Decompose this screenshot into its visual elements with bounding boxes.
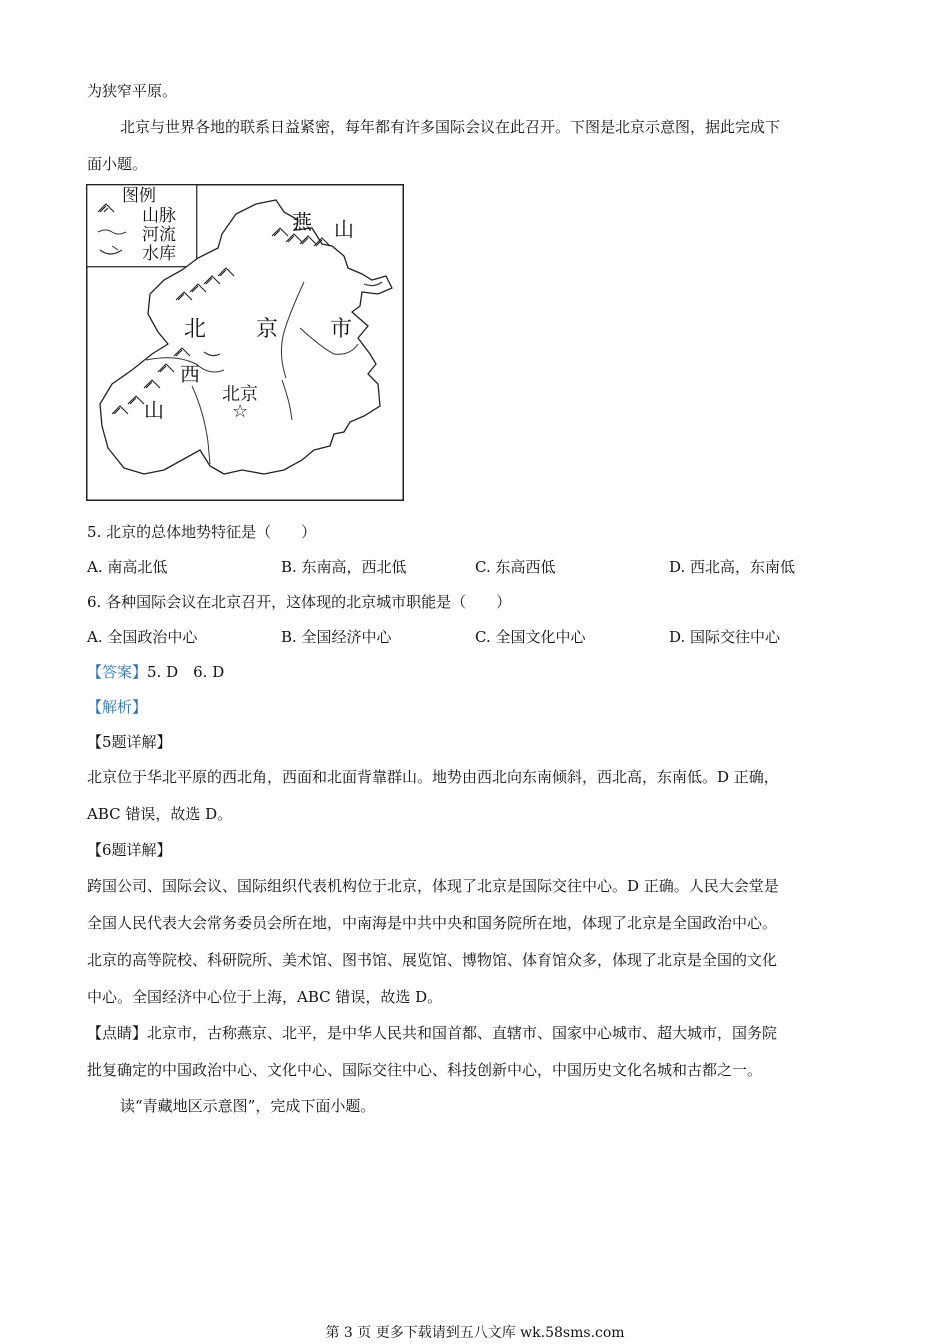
intro-line: 面小题。 [87,155,148,173]
q5-option-c: C. 东高西低 [475,558,556,576]
label-shi: 市 [330,316,353,341]
detail-5-line: 北京位于华北平原的西北角，西面和北面背靠群山。地势由西北向东南倾斜，西北高，东南低。D 正确， [87,768,779,786]
answer-tag: 【答案】 [87,663,148,681]
label-shan-2: 山 [144,400,164,422]
label-shan-1: 山 [334,219,354,241]
label-yan: 燕 [292,212,312,234]
q6-option-b: B. 全国经济中心 [281,628,392,646]
answer-text: 5. D 6. D [147,663,225,681]
legend-mountain-label: 山脉 [142,206,176,225]
tip-line: 批复确定的中国政治中心、文化中心、国际交往中心、科技创新中心，中国历史文化名城和古都之一。 [87,1061,763,1079]
q5-option-d: D. 西北高，东南低 [669,558,796,576]
intro-line: 为狭窄平原。 [87,82,178,100]
q5-option-b: B. 东南高，西北低 [281,558,407,576]
intro-line: 北京与世界各地的联系日益紧密，每年都有许多国际会议在此召开。下图是北京示意图，据此完成下 [120,118,781,136]
next-intro: 读“青藏地区示意图”，完成下面小题。 [120,1097,376,1115]
analysis-tag: 【解析】 [87,698,148,716]
legend-title: 图例 [122,186,156,205]
label-xi: 西 [180,364,200,386]
question-5-stem: 5. 北京的总体地势特征是（ ） [87,523,317,541]
q6-option-c: C. 全国文化中心 [475,628,586,646]
detail-6-line: 北京的高等院校、科研院所、美术馆、图书馆、展览馆、博物馆、体育馆众多，体现了北京是全国的文化 [87,951,778,969]
legend-river-label: 河流 [142,225,176,244]
capital-star-icon: ☆ [232,401,249,421]
detail-6-line: 全国人民代表大会常务委员会所在地，中南海是中共中央和国务院所在地，体现了北京是全国政治中心。 [87,914,778,932]
page-footer: 第 3 页 更多下载请到五八文库 wk.58sms.com [325,1325,625,1341]
detail-6-title: 【6题详解】 [87,841,172,859]
q6-option-a: A. 全国政治中心 [87,628,198,646]
label-capital: 北京 [222,384,258,404]
detail-5-line: ABC 错误，故选 D。 [87,805,233,823]
beijing-map [86,184,404,501]
label-jing: 京 [256,316,279,341]
detail-5-title: 【5题详解】 [87,733,172,751]
tip-line: 【点睛】北京市，古称燕京、北平，是中华人民共和国首都、直辖市、国家中心城市、超大城市，国务院 [87,1024,778,1042]
detail-6-line: 中心。全国经济中心位于上海，ABC 错误，故选 D。 [87,988,443,1006]
legend-reservoir-label: 水库 [142,244,176,263]
q5-option-a: A. 南高北低 [87,558,168,576]
detail-6-line: 跨国公司、国际会议、国际组织代表机构位于北京，体现了北京是国际交往中心。D 正确。人民大会堂是 [87,877,779,895]
answer-line [87,662,224,682]
q6-option-d: D. 国际交往中心 [669,628,781,646]
label-bei: 北 [184,316,207,341]
question-6-stem: 6. 各种国际会议在北京召开，这体现的北京城市职能是（ ） [87,593,512,611]
